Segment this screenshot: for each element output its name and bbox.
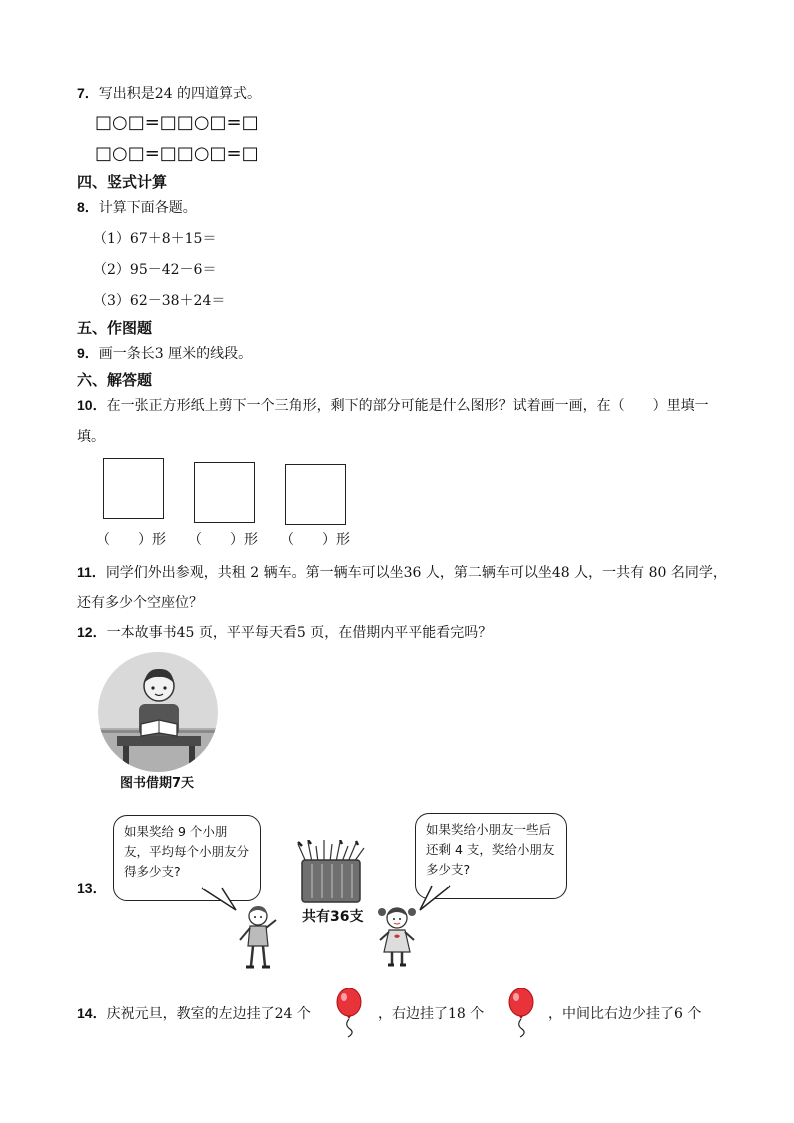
q7 bbox=[77, 83, 261, 103]
q7-row2: □○□=□□○□=□ bbox=[95, 143, 259, 164]
q13-number: 13． bbox=[77, 880, 107, 896]
q14-text-part1: 庆祝元旦，教室的左边挂了24 个 bbox=[106, 1006, 311, 1022]
balloon-icon bbox=[506, 988, 536, 1038]
q11-text: 同学们外出参观，共租 2 辆车。第一辆车可以坐36 人，第二辆车可以坐48 人，一共有 80 名同学， bbox=[105, 565, 727, 581]
q9 bbox=[77, 343, 252, 363]
q9-number: 9． bbox=[77, 345, 99, 361]
q9-text: 画一条长3 厘米的线段。 bbox=[98, 346, 253, 362]
q11-line2: 还有多少个空座位？ bbox=[77, 595, 203, 611]
q7-number: 7． bbox=[77, 85, 99, 101]
q12-number: 12． bbox=[77, 624, 107, 640]
bubble-left-tail bbox=[200, 886, 240, 914]
q8-text: 计算下面各题。 bbox=[98, 200, 197, 216]
square-3 bbox=[285, 464, 346, 525]
q10-text: 在一张正方形纸上剪下一个三角形，剩下的部分可能是什么图形？试着画一画，在（ ）里填一 bbox=[106, 398, 709, 414]
q14-part1 bbox=[77, 1003, 311, 1023]
square-1 bbox=[103, 458, 164, 519]
boy-reading-illustration bbox=[95, 650, 225, 775]
square-2 bbox=[194, 462, 255, 523]
q13-bubble-left-text: 如果奖给 9 个小朋友，平均每个小朋友分得多少支? bbox=[124, 824, 250, 879]
q14-part3: ，中间比右边少挂了6 个 bbox=[548, 1006, 702, 1022]
q13-caption: 共有36支 bbox=[302, 909, 364, 925]
section-heading-4: 四、竖式计算 bbox=[77, 173, 168, 191]
q10-line2: 填。 bbox=[77, 429, 105, 445]
q10-blank-3: （ ）形 bbox=[280, 532, 350, 548]
pen-holder-icon bbox=[292, 840, 372, 904]
q10-number: 10． bbox=[77, 397, 107, 413]
q7-text: 写出积是24 的四道算式。 bbox=[98, 86, 262, 102]
q8 bbox=[77, 197, 197, 217]
section-heading-6: 六、解答题 bbox=[77, 371, 153, 389]
boy-figure bbox=[236, 904, 280, 970]
q7-row1: □○□=□□○□=□ bbox=[95, 112, 259, 133]
q10-blank-2: （ ）形 bbox=[188, 532, 258, 548]
q12-caption: 图书借期7天 bbox=[120, 776, 195, 791]
balloon-icon bbox=[334, 988, 364, 1038]
q10-line1 bbox=[77, 395, 709, 415]
q13 bbox=[77, 878, 107, 898]
q8-item-3: （3）62－38＋24＝ bbox=[93, 293, 226, 309]
q11-line1 bbox=[77, 562, 727, 582]
bubble-right-tail bbox=[418, 884, 458, 914]
q12 bbox=[77, 622, 492, 642]
q8-number: 8． bbox=[77, 199, 99, 215]
q11-number: 11． bbox=[77, 564, 106, 580]
q10-blank-1: （ ）形 bbox=[96, 532, 166, 548]
q8-item-1: （1）67＋8＋15＝ bbox=[93, 231, 217, 247]
section-heading-5: 五、作图题 bbox=[77, 319, 153, 337]
q12-text: 一本故事书45 页，平平每天看5 页，在借期内平平能看完吗？ bbox=[106, 625, 493, 641]
q13-bubble-right-text: 如果奖给小朋友一些后还剩 4 支，奖给小朋友多少支? bbox=[426, 822, 555, 877]
q14-part2: ，右边挂了18 个 bbox=[378, 1006, 485, 1022]
girl-figure bbox=[374, 904, 420, 968]
q8-item-2: （2）95－42－6＝ bbox=[93, 262, 217, 278]
q14-number: 14． bbox=[77, 1005, 107, 1021]
